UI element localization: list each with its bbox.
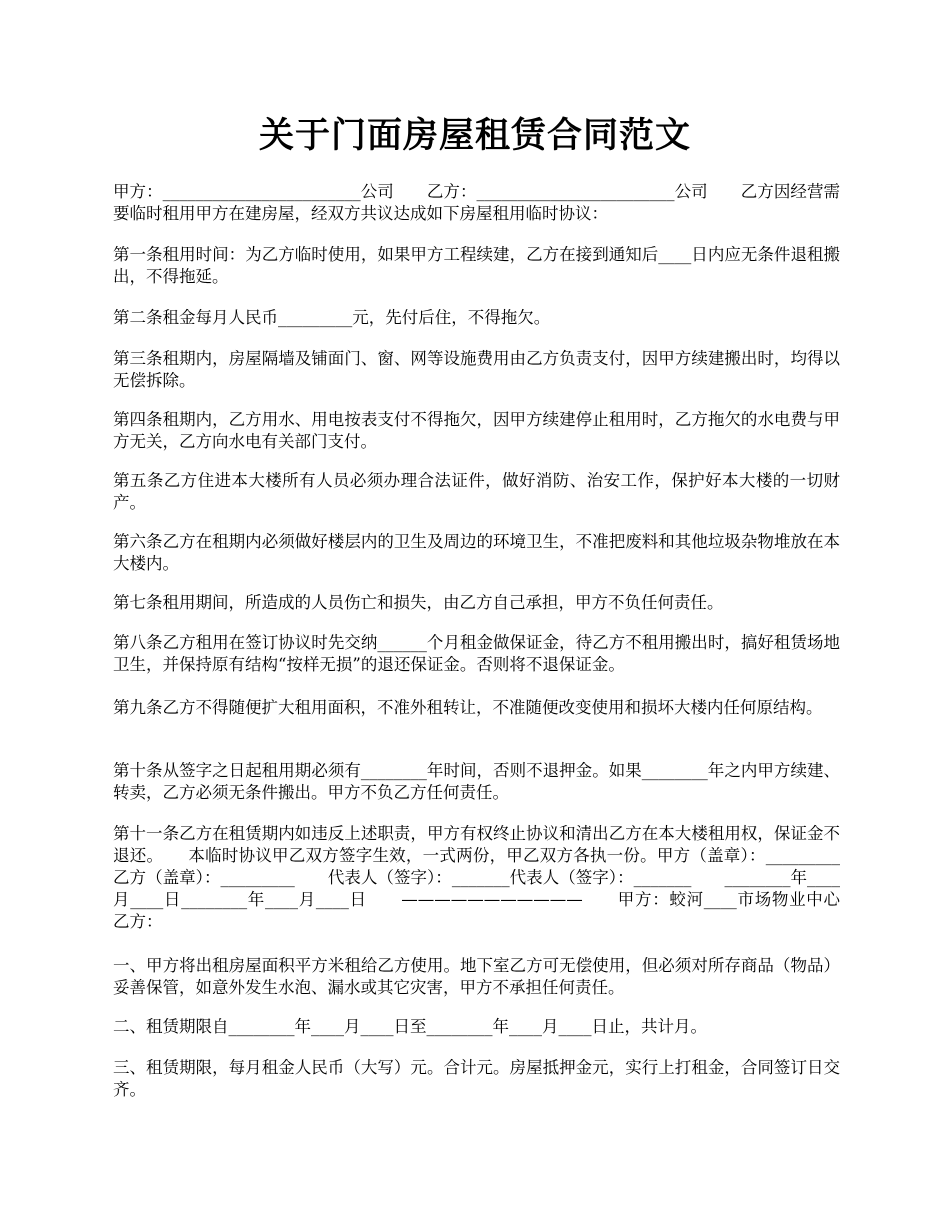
paragraph-clause-1: 一、甲方将出租房屋面积平方米租给乙方使用。地下室乙方可无偿使用，但必须对所存商品（物品）妥善保管，如意外发生水泡、漏水或其它灾害，甲方不承担任何责任。 [113,956,840,997]
paragraph-article-4: 第四条租期内，乙方用水、用电按表支付不得拖欠，因甲方续建停止租用时，乙方拖欠的水电费与甲方无关，乙方向水电有关部门支付。 [113,410,840,451]
paragraph-article-6: 第六条乙方在租期内必须做好楼层内的卫生及周边的环境卫生，不准把废料和其他垃圾杂物堆放在本大楼内。 [113,532,840,573]
paragraph-article-5: 第五条乙方住进本大楼所有人员必须办理合法证件，做好消防、治安工作，保护好本大楼的一切财产。 [113,471,840,512]
paragraph-article-7: 第七条租用期间，所造成的人员伤亡和损失，由乙方自己承担，甲方不负任何责任。 [113,593,724,612]
document-title: 关于门面房屋租赁合同范文 [258,115,691,156]
paragraph-article-8: 第八条乙方租用在签订协议时先交纳______个月租金做保证金，待乙方不租用搬出时，搞好租赁场地卫生，并保持原有结构“按样无损”的退还保证金。否则将不退保证金。 [113,633,840,674]
paragraph-clause-3: 三、租赁期限，每月租金人民币（大写）元。合计元。房屋抵押金元，实行上打租金，合同签订日交齐。 [113,1058,840,1099]
paragraph-parties: 甲方：________________________公司 乙方：________________________公司 乙方因经营需要临时租用甲方在建房屋，经双方共议达成如下房屋租用临时协议： [113,182,840,223]
paragraph-clause-2: 二、租赁期限自________年____月____日至________年____月____日止，共计月。 [113,1017,707,1036]
paragraph-article-11-signatures: 第十一条乙方在租赁期内如违反上述职责，甲方有权终止协议和清出乙方在本大楼租用权，保证金不退还。 本临时协议甲乙双方签字生效，一式两份，甲乙双方各执一份。甲方（盖章）：_________乙方（盖章）：_________ 代表人（签字）：_______代表人（签字）：_______ ________年____月____日________年____月____日 ——————————— 甲方：蛟河____市场物业中心 乙方： [113,824,873,931]
paragraph-article-3: 第三条租期内，房屋隔墙及铺面门、窗、网等设施费用由乙方负责支付，因甲方续建搬出时，均得以无偿拆除。 [113,349,840,390]
paragraph-article-2: 第二条租金每月人民币_________元，先付后住，不得拖欠。 [113,308,551,327]
paragraph-article-9: 第九条乙方不得随便扩大租用面积，不准外租转让，不准随便改变使用和损坏大楼内任何原结构。 [113,698,823,717]
paragraph-article-10: 第十条从签字之日起租用期必须有________年时间，否则不退押金。如果________年之内甲方续建、转卖，乙方必须无条件搬出。甲方不负乙方任何责任。 [113,761,840,802]
paragraph-article-1: 第一条租用时间：为乙方临时使用，如果甲方工程续建，乙方在接到通知后____日内应无条件退租搬出，不得拖延。 [113,245,840,286]
